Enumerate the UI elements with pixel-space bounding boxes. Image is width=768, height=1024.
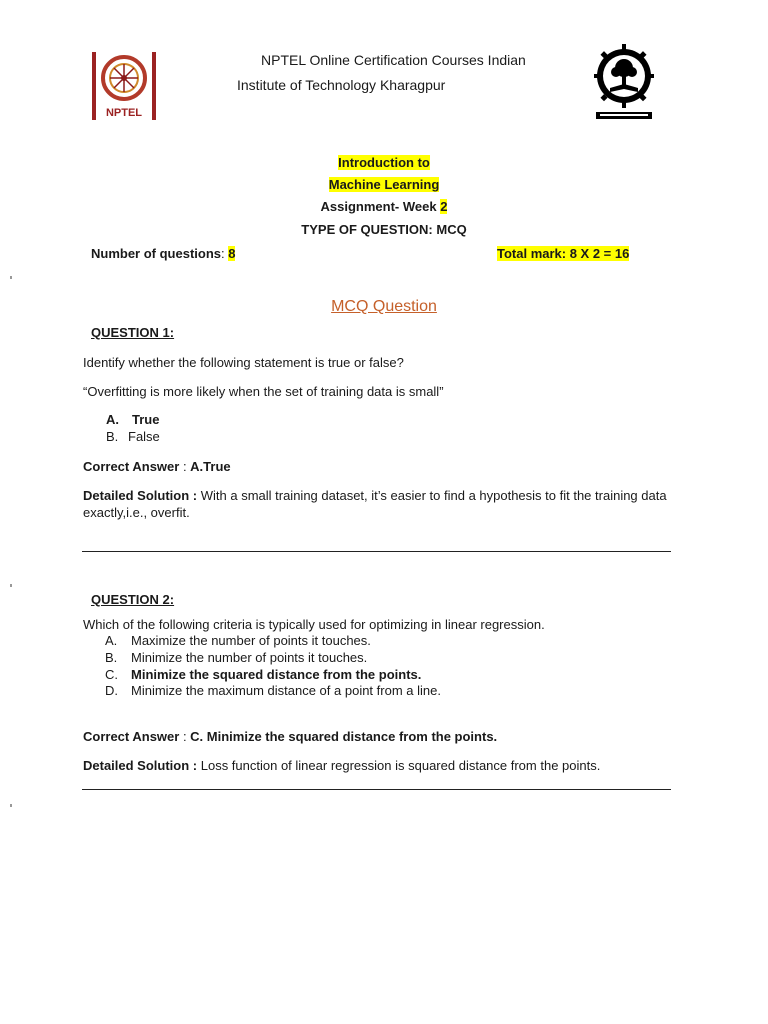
course-title-text-1: Introduction to [338,155,430,170]
question-1-heading: QUESTION 1: [91,325,175,340]
question-1-quote: “Overfitting is more likely when the set of training data is small” [83,384,444,399]
question-2-option-c [105,666,421,683]
iit-kharagpur-seal [592,42,656,122]
question-1-correct-answer [83,458,231,475]
institution-line-1: NPTEL Online Certification Courses Indian [261,52,526,68]
question-2-correct-answer [83,728,497,745]
correct-answer-value: A.True [190,459,231,474]
question-2-option-d [105,682,441,699]
nptel-logo [90,50,158,122]
nptel-logo-text: NPTEL [105,107,143,119]
course-title-line-1 [0,154,768,171]
divider [82,551,671,552]
question-type: TYPE OF QUESTION: MCQ [301,222,467,237]
question-1-detailed-solution [83,487,683,521]
option-letter: D. [105,683,118,698]
question-1-option-b [106,428,160,445]
correct-answer-label: Correct Answer [83,729,180,744]
divider [82,789,671,790]
question-2-option-a [105,632,371,649]
correct-answer-label: Correct Answer [83,459,180,474]
margin-mark [10,276,12,279]
option-text: True [132,412,160,427]
question-1-text: Identify whether the following statement is true or false? [83,355,404,370]
question-2-option-b [105,649,367,666]
solution-text: With a small training dataset, it’s easier to find a hypothesis to fit the training data exactly,i.e., overfit. [83,488,667,520]
option-letter: B. [106,429,119,444]
assignment-week [0,198,768,215]
option-letter: A. [106,412,119,427]
solution-label: Detailed Solution : [83,488,198,503]
option-text: Minimize the squared distance from the points. [131,667,422,682]
option-letter: B. [105,650,118,665]
question-2-detailed-solution [83,757,600,774]
course-title-line-2 [0,176,768,193]
option-text: Minimize the maximum distance of a point from a line. [131,683,441,698]
num-questions-sep: : [221,246,229,261]
solution-text: Loss function of linear regression is squared distance from the points. [197,758,601,773]
question-2-text: Which of the following criteria is typically used for optimizing in linear regression. [83,617,545,632]
option-text: Maximize the number of points it touches. [131,633,371,648]
total-mark-text: Total mark: 8 X 2 = 16 [497,246,630,261]
section-title: MCQ Question [331,298,437,315]
margin-mark [10,804,12,807]
num-questions-label: Number of questions [91,246,222,261]
solution-label: Detailed Solution : [83,758,198,773]
total-mark [497,245,629,262]
assignment-week-number: 2 [440,199,448,214]
assignment-label: Assignment- Week [320,199,441,214]
question-2-heading: QUESTION 2: [91,592,175,607]
option-text: False [128,429,160,444]
correct-answer-sep: : [179,459,191,474]
institution-line-2: Institute of Technology Kharagpur [237,77,446,93]
option-text: Minimize the number of points it touches. [131,650,368,665]
option-letter: A. [105,633,118,648]
correct-answer-value: C. Minimize the squared distance from the points. [190,729,498,744]
course-title-text-2: Machine Learning [328,177,440,192]
option-letter: C. [105,667,118,682]
number-of-questions [91,245,235,262]
correct-answer-sep: : [179,729,191,744]
margin-mark [10,584,12,587]
num-questions-value: 8 [228,246,236,261]
question-1-option-a [106,411,159,428]
